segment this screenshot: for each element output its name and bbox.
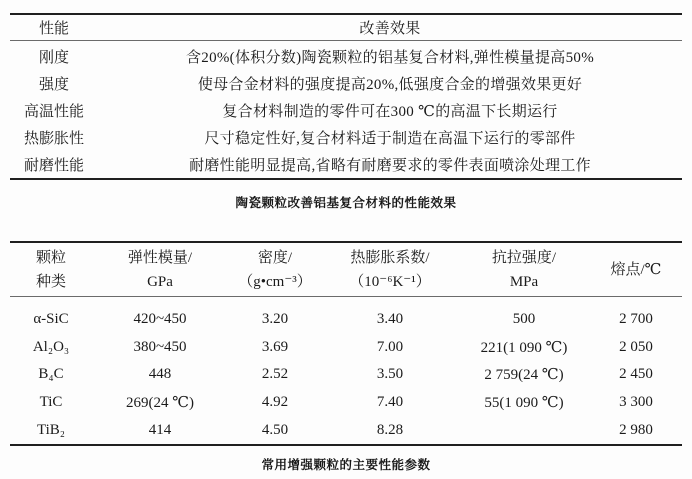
melting-cell: 2 050 [619, 338, 653, 355]
table2-caption: 常用增强颗粒的主要性能参数 [261, 458, 431, 472]
melting-cell: 2 980 [619, 421, 653, 438]
strength-cell: 55(1 090 ℃) [484, 395, 564, 412]
table-row [10, 416, 682, 444]
particle-cell: TiB₂ [36, 421, 66, 438]
table1-caption: 陶瓷颗粒改善铝基复合材料的性能效果 [235, 196, 457, 210]
strength-cell: 221(1 090 ℃) [480, 339, 568, 356]
density-cell: 4.92 [261, 394, 289, 411]
particle-cell: α-SiC [33, 311, 69, 328]
particle-cell: TiC [39, 394, 63, 411]
table2-header-row [10, 243, 682, 297]
table-row [10, 70, 682, 97]
header-tensile-strength [458, 243, 590, 296]
header-line: 密度/ [257, 249, 293, 266]
header-line: 抗拉强度/ [491, 249, 557, 266]
modulus-cell: 420~450 [133, 311, 187, 328]
table1-header-row [10, 15, 682, 41]
table1-header-property: 性能 [38, 21, 69, 37]
header-density [228, 243, 322, 296]
modulus-cell: 380~450 [133, 338, 187, 355]
modulus-cell: 448 [148, 366, 172, 383]
header-line: 熔点/℃ [610, 261, 662, 278]
header-line: 弹性模量/ [127, 249, 193, 266]
table2-body [10, 297, 682, 444]
effect-cell: 尺寸稳定性好,复合材料适于制造在高温下运行的零部件 [204, 131, 576, 147]
density-cell: 3.20 [261, 311, 289, 328]
table-row [10, 97, 682, 124]
header-line: 种类 [35, 273, 66, 290]
table-row [10, 361, 682, 389]
header-elastic-modulus [92, 243, 228, 296]
effect-cell: 耐磨性能明显提高,省略有耐磨要求的零件表面喷涂处理工作 [189, 158, 591, 174]
particle-cell: Al₂O₃ [32, 338, 70, 355]
modulus-cell: 269(24 ℃) [125, 395, 195, 412]
header-thermal-expansion [322, 243, 458, 296]
effect-cell: 含20%(体积分数)陶瓷颗粒的铝基复合材料,弹性模量提高50% [185, 50, 595, 66]
table-row [10, 151, 682, 178]
density-cell: 2.52 [261, 366, 289, 383]
header-line: （g•cm⁻³） [238, 273, 312, 290]
header-melting-point [590, 243, 682, 296]
expansion-cell: 3.40 [376, 311, 404, 328]
performance-effects-table [10, 13, 682, 180]
effect-cell: 使母合金材料的强度提高20%,低强度合金的增强效果更好 [197, 77, 583, 93]
particle-properties-table [10, 241, 682, 446]
table-row [10, 334, 682, 362]
expansion-cell: 7.00 [376, 338, 404, 355]
property-cell: 耐磨性能 [23, 158, 84, 174]
header-particle-type [10, 243, 92, 296]
header-line: 颗粒 [35, 249, 66, 266]
melting-cell: 3 300 [619, 394, 653, 411]
table-row [10, 124, 682, 151]
property-cell: 强度 [38, 77, 69, 93]
table1-body [10, 41, 682, 178]
header-line: MPa [509, 273, 539, 290]
table-row [10, 43, 682, 70]
expansion-cell: 8.28 [376, 421, 404, 438]
property-cell: 刚度 [38, 50, 69, 66]
effect-cell: 复合材料制造的零件可在300 ℃的高温下长期运行 [222, 104, 558, 120]
melting-cell: 2 450 [619, 366, 653, 383]
modulus-cell: 414 [148, 421, 172, 438]
table-row [10, 306, 682, 334]
density-cell: 4.50 [261, 421, 289, 438]
density-cell: 3.69 [261, 338, 289, 355]
expansion-cell: 3.50 [376, 366, 404, 383]
header-line: 热膨胀系数/ [350, 249, 430, 266]
particle-cell: B₄C [38, 366, 64, 383]
property-cell: 热膨胀性 [23, 131, 84, 147]
expansion-cell: 7.40 [376, 394, 404, 411]
property-cell: 高温性能 [23, 104, 84, 120]
table-row [10, 389, 682, 417]
strength-cell: 500 [512, 311, 536, 328]
header-line: GPa [147, 273, 173, 290]
header-line: （10⁻⁶K⁻¹） [349, 273, 431, 290]
melting-cell: 2 700 [619, 311, 653, 328]
strength-cell: 2 759(24 ℃) [484, 367, 564, 384]
table1-header-effect: 改善效果 [359, 21, 421, 37]
